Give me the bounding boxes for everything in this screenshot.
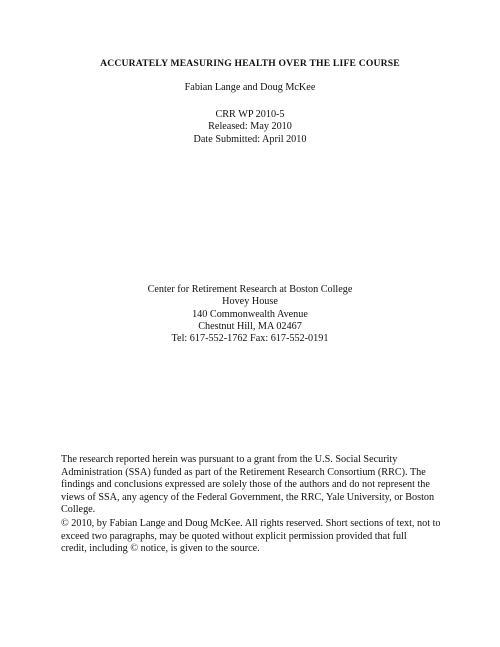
funding-disclaimer xyxy=(61,454,441,517)
disclaimer-line: findings and conclusions expressed are solely those of the authors and do not represent the xyxy=(61,479,430,490)
copyright-line: credit, including © notice, is given to the source. xyxy=(61,543,260,554)
copyright-line: exceed two paragraphs, may be quoted without explicit permission provided that full xyxy=(61,530,407,542)
copyright-line: © 2010, by Fabian Lange and Doug McKee. All rights reserved. Short sections of text, not to xyxy=(61,518,441,529)
address-block xyxy=(0,284,500,345)
working-paper-number: CRR WP 2010-5 xyxy=(215,109,285,120)
paper-title: ACCURATELY MEASURING HEALTH OVER THE LIFE COURSE xyxy=(100,58,400,69)
copyright-notice xyxy=(61,518,441,556)
release-date: Released: May 2010 xyxy=(208,121,292,133)
disclaimer-line: The research reported herein was pursuant to a grant from the U.S. Social Security xyxy=(61,454,398,465)
organization-name: Center for Retirement Research at Boston College xyxy=(147,284,353,295)
street-address: 140 Commonwealth Avenue xyxy=(192,308,308,320)
building-name: Hovey House xyxy=(222,296,278,308)
city-address: Chestnut Hill, MA 02467 xyxy=(198,320,302,332)
paper-authors: Fabian Lange and Doug McKee xyxy=(184,82,316,93)
paper-info-block xyxy=(0,109,500,146)
submission-date: Date Submitted: April 2010 xyxy=(193,133,307,145)
disclaimer-line: views of SSA, any agency of the Federal Government, the RRC, Yale University, or Boston xyxy=(61,491,435,503)
disclaimer-line: Administration (SSA) funded as part of the Retirement Research Consortium (RRC). The xyxy=(61,466,426,478)
contact-phone-fax: Tel: 617-552-1762 Fax: 617-552-0191 xyxy=(171,333,329,345)
disclaimer-line: College. xyxy=(61,504,96,515)
